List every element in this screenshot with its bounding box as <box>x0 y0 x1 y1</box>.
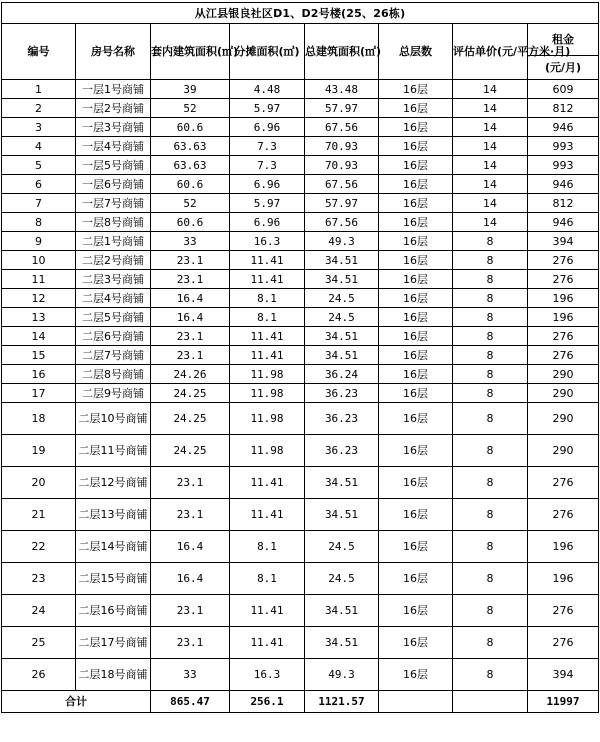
cell-room: 二层7号商铺 <box>76 346 151 365</box>
cell-inner: 24.26 <box>151 365 230 384</box>
header-inner-area: 套内建筑面积(㎡) <box>151 24 230 80</box>
cell-no: 2 <box>2 99 76 118</box>
cell-rent: 196 <box>528 289 599 308</box>
cell-floors: 16层 <box>379 80 453 99</box>
cell-no: 12 <box>2 289 76 308</box>
cell-total: 34.51 <box>305 270 379 289</box>
cell-inner: 24.25 <box>151 403 230 435</box>
cell-inner: 23.1 <box>151 467 230 499</box>
cell-floors: 16层 <box>379 194 453 213</box>
cell-shared: 6.96 <box>230 118 305 137</box>
cell-floors: 16层 <box>379 346 453 365</box>
cell-inner: 23.1 <box>151 270 230 289</box>
cell-rent: 946 <box>528 213 599 232</box>
cell-no: 26 <box>2 659 76 691</box>
cell-floors: 16层 <box>379 499 453 531</box>
totals-price-empty <box>453 691 528 713</box>
table-row <box>2 251 599 270</box>
cell-inner: 16.4 <box>151 289 230 308</box>
cell-rent: 394 <box>528 659 599 691</box>
cell-shared: 8.1 <box>230 531 305 563</box>
cell-rent: 993 <box>528 156 599 175</box>
cell-shared: 11.41 <box>230 467 305 499</box>
table-row <box>2 595 599 627</box>
cell-rent: 276 <box>528 346 599 365</box>
totals-total-area: 1121.57 <box>305 691 379 713</box>
table-row <box>2 467 599 499</box>
totals-row <box>2 691 599 713</box>
cell-no: 8 <box>2 213 76 232</box>
cell-no: 5 <box>2 156 76 175</box>
cell-floors: 16层 <box>379 403 453 435</box>
cell-price: 8 <box>453 659 528 691</box>
cell-shared: 11.98 <box>230 435 305 467</box>
cell-price: 14 <box>453 118 528 137</box>
cell-room: 二层2号商铺 <box>76 251 151 270</box>
cell-total: 49.3 <box>305 659 379 691</box>
cell-price: 8 <box>453 563 528 595</box>
table-row <box>2 435 599 467</box>
table-row <box>2 627 599 659</box>
cell-floors: 16层 <box>379 365 453 384</box>
cell-room: 一层7号商铺 <box>76 194 151 213</box>
table-title: 从江县银良社区D1、D2号楼(25、26栋) <box>2 3 599 24</box>
cell-price: 14 <box>453 194 528 213</box>
cell-total: 34.51 <box>305 251 379 270</box>
cell-total: 34.51 <box>305 499 379 531</box>
cell-shared: 7.3 <box>230 156 305 175</box>
cell-inner: 16.4 <box>151 308 230 327</box>
cell-room: 一层5号商铺 <box>76 156 151 175</box>
cell-room: 一层8号商铺 <box>76 213 151 232</box>
totals-label: 合计 <box>2 691 151 713</box>
cell-total: 34.51 <box>305 627 379 659</box>
cell-total: 70.93 <box>305 156 379 175</box>
cell-rent: 946 <box>528 118 599 137</box>
header-rent-unit: (元/月) <box>528 56 599 80</box>
cell-price: 8 <box>453 595 528 627</box>
cell-no: 16 <box>2 365 76 384</box>
cell-shared: 8.1 <box>230 308 305 327</box>
cell-shared: 8.1 <box>230 563 305 595</box>
cell-total: 24.5 <box>305 308 379 327</box>
cell-total: 67.56 <box>305 175 379 194</box>
cell-shared: 11.41 <box>230 270 305 289</box>
cell-total: 34.51 <box>305 346 379 365</box>
cell-floors: 16层 <box>379 137 453 156</box>
cell-price: 8 <box>453 270 528 289</box>
cell-inner: 23.1 <box>151 627 230 659</box>
cell-total: 24.5 <box>305 289 379 308</box>
cell-no: 11 <box>2 270 76 289</box>
cell-room: 二层15号商铺 <box>76 563 151 595</box>
rent-table <box>1 2 599 713</box>
cell-no: 14 <box>2 327 76 346</box>
cell-rent: 276 <box>528 327 599 346</box>
cell-price: 8 <box>453 384 528 403</box>
cell-room: 二层16号商铺 <box>76 595 151 627</box>
header-no: 编号 <box>2 24 76 80</box>
header-row <box>2 24 599 56</box>
cell-price: 8 <box>453 627 528 659</box>
cell-room: 一层3号商铺 <box>76 118 151 137</box>
cell-shared: 5.97 <box>230 194 305 213</box>
table-row <box>2 403 599 435</box>
cell-price: 8 <box>453 327 528 346</box>
header-room: 房号名称 <box>76 24 151 80</box>
cell-room: 二层3号商铺 <box>76 270 151 289</box>
cell-inner: 60.6 <box>151 213 230 232</box>
cell-inner: 23.1 <box>151 327 230 346</box>
cell-total: 36.23 <box>305 384 379 403</box>
cell-floors: 16层 <box>379 659 453 691</box>
cell-no: 9 <box>2 232 76 251</box>
cell-shared: 11.98 <box>230 365 305 384</box>
cell-no: 4 <box>2 137 76 156</box>
cell-shared: 11.41 <box>230 327 305 346</box>
totals-shared-area: 256.1 <box>230 691 305 713</box>
totals-rent: 11997 <box>528 691 599 713</box>
cell-shared: 11.41 <box>230 346 305 365</box>
table-row <box>2 194 599 213</box>
table-row <box>2 384 599 403</box>
cell-floors: 16层 <box>379 232 453 251</box>
cell-shared: 11.41 <box>230 595 305 627</box>
cell-no: 17 <box>2 384 76 403</box>
cell-inner: 60.6 <box>151 118 230 137</box>
cell-shared: 11.98 <box>230 403 305 435</box>
cell-room: 二层8号商铺 <box>76 365 151 384</box>
cell-inner: 39 <box>151 80 230 99</box>
cell-shared: 11.98 <box>230 384 305 403</box>
cell-total: 57.97 <box>305 194 379 213</box>
cell-total: 36.23 <box>305 403 379 435</box>
cell-no: 25 <box>2 627 76 659</box>
cell-floors: 16层 <box>379 118 453 137</box>
cell-rent: 290 <box>528 384 599 403</box>
cell-inner: 16.4 <box>151 563 230 595</box>
cell-room: 二层14号商铺 <box>76 531 151 563</box>
cell-shared: 5.97 <box>230 99 305 118</box>
cell-rent: 276 <box>528 251 599 270</box>
cell-price: 8 <box>453 308 528 327</box>
cell-no: 6 <box>2 175 76 194</box>
cell-no: 20 <box>2 467 76 499</box>
cell-total: 57.97 <box>305 99 379 118</box>
cell-rent: 290 <box>528 365 599 384</box>
cell-shared: 6.96 <box>230 213 305 232</box>
cell-shared: 16.3 <box>230 659 305 691</box>
cell-floors: 16层 <box>379 156 453 175</box>
cell-inner: 24.25 <box>151 384 230 403</box>
cell-rent: 196 <box>528 531 599 563</box>
table-row <box>2 327 599 346</box>
cell-room: 一层1号商铺 <box>76 80 151 99</box>
table-row <box>2 289 599 308</box>
cell-room: 二层5号商铺 <box>76 308 151 327</box>
cell-price: 14 <box>453 213 528 232</box>
cell-price: 14 <box>453 156 528 175</box>
cell-room: 二层13号商铺 <box>76 499 151 531</box>
table-row <box>2 213 599 232</box>
cell-total: 24.5 <box>305 563 379 595</box>
table-row <box>2 531 599 563</box>
header-total-area: 总建筑面积(㎡) <box>305 24 379 80</box>
cell-total: 36.23 <box>305 435 379 467</box>
cell-rent: 993 <box>528 137 599 156</box>
cell-shared: 11.41 <box>230 499 305 531</box>
cell-floors: 16层 <box>379 627 453 659</box>
cell-floors: 16层 <box>379 270 453 289</box>
cell-rent: 196 <box>528 563 599 595</box>
cell-floors: 16层 <box>379 308 453 327</box>
cell-room: 二层6号商铺 <box>76 327 151 346</box>
cell-room: 二层18号商铺 <box>76 659 151 691</box>
cell-inner: 52 <box>151 194 230 213</box>
cell-inner: 23.1 <box>151 251 230 270</box>
table-row <box>2 118 599 137</box>
cell-total: 34.51 <box>305 595 379 627</box>
cell-floors: 16层 <box>379 563 453 595</box>
cell-price: 14 <box>453 99 528 118</box>
cell-rent: 276 <box>528 627 599 659</box>
table-row <box>2 346 599 365</box>
cell-price: 8 <box>453 435 528 467</box>
cell-inner: 52 <box>151 99 230 118</box>
header-rent: 租金 <box>528 24 599 56</box>
cell-inner: 23.1 <box>151 595 230 627</box>
cell-room: 一层6号商铺 <box>76 175 151 194</box>
cell-room: 二层17号商铺 <box>76 627 151 659</box>
cell-price: 14 <box>453 137 528 156</box>
totals-floors-empty <box>379 691 453 713</box>
cell-no: 1 <box>2 80 76 99</box>
cell-floors: 16层 <box>379 99 453 118</box>
cell-total: 43.48 <box>305 80 379 99</box>
cell-floors: 16层 <box>379 531 453 563</box>
cell-inner: 33 <box>151 659 230 691</box>
cell-room: 一层4号商铺 <box>76 137 151 156</box>
cell-shared: 11.41 <box>230 251 305 270</box>
table-row <box>2 659 599 691</box>
table-row <box>2 156 599 175</box>
cell-total: 70.93 <box>305 137 379 156</box>
cell-rent: 276 <box>528 595 599 627</box>
cell-shared: 6.96 <box>230 175 305 194</box>
cell-inner: 23.1 <box>151 346 230 365</box>
header-shared-area: 分摊面积(㎡) <box>230 24 305 80</box>
cell-floors: 16层 <box>379 435 453 467</box>
cell-shared: 4.48 <box>230 80 305 99</box>
cell-price: 8 <box>453 232 528 251</box>
cell-floors: 16层 <box>379 289 453 308</box>
cell-total: 24.5 <box>305 531 379 563</box>
cell-floors: 16层 <box>379 213 453 232</box>
cell-floors: 16层 <box>379 467 453 499</box>
table-row <box>2 80 599 99</box>
cell-no: 21 <box>2 499 76 531</box>
cell-price: 8 <box>453 403 528 435</box>
table-row <box>2 137 599 156</box>
cell-rent: 276 <box>528 270 599 289</box>
cell-rent: 609 <box>528 80 599 99</box>
table-row <box>2 365 599 384</box>
cell-no: 7 <box>2 194 76 213</box>
cell-shared: 11.41 <box>230 627 305 659</box>
cell-room: 二层4号商铺 <box>76 289 151 308</box>
cell-inner: 63.63 <box>151 137 230 156</box>
cell-price: 14 <box>453 175 528 194</box>
cell-no: 24 <box>2 595 76 627</box>
cell-inner: 24.25 <box>151 435 230 467</box>
cell-price: 8 <box>453 499 528 531</box>
cell-rent: 290 <box>528 403 599 435</box>
cell-rent: 394 <box>528 232 599 251</box>
cell-no: 19 <box>2 435 76 467</box>
cell-inner: 60.6 <box>151 175 230 194</box>
cell-rent: 196 <box>528 308 599 327</box>
cell-floors: 16层 <box>379 251 453 270</box>
cell-rent: 812 <box>528 99 599 118</box>
cell-total: 67.56 <box>305 213 379 232</box>
cell-rent: 290 <box>528 435 599 467</box>
header-unit-price: 评估单价(元/平方米·月) <box>453 24 528 80</box>
cell-rent: 276 <box>528 467 599 499</box>
table-row <box>2 270 599 289</box>
cell-total: 36.24 <box>305 365 379 384</box>
cell-total: 49.3 <box>305 232 379 251</box>
cell-inner: 16.4 <box>151 531 230 563</box>
cell-price: 8 <box>453 289 528 308</box>
cell-floors: 16层 <box>379 595 453 627</box>
cell-total: 34.51 <box>305 467 379 499</box>
cell-room: 二层9号商铺 <box>76 384 151 403</box>
cell-total: 67.56 <box>305 118 379 137</box>
cell-price: 8 <box>453 365 528 384</box>
table-row <box>2 308 599 327</box>
cell-inner: 23.1 <box>151 499 230 531</box>
cell-floors: 16层 <box>379 327 453 346</box>
table-row <box>2 99 599 118</box>
table-row <box>2 175 599 194</box>
cell-no: 13 <box>2 308 76 327</box>
cell-price: 8 <box>453 531 528 563</box>
cell-room: 二层1号商铺 <box>76 232 151 251</box>
cell-floors: 16层 <box>379 175 453 194</box>
totals-inner-area: 865.47 <box>151 691 230 713</box>
cell-shared: 16.3 <box>230 232 305 251</box>
cell-rent: 812 <box>528 194 599 213</box>
cell-no: 23 <box>2 563 76 595</box>
cell-floors: 16层 <box>379 384 453 403</box>
cell-shared: 8.1 <box>230 289 305 308</box>
cell-price: 14 <box>453 80 528 99</box>
cell-rent: 946 <box>528 175 599 194</box>
cell-price: 8 <box>453 346 528 365</box>
cell-inner: 33 <box>151 232 230 251</box>
cell-room: 二层12号商铺 <box>76 467 151 499</box>
cell-no: 18 <box>2 403 76 435</box>
table-row <box>2 563 599 595</box>
cell-no: 3 <box>2 118 76 137</box>
cell-room: 一层2号商铺 <box>76 99 151 118</box>
cell-room: 二层11号商铺 <box>76 435 151 467</box>
cell-no: 15 <box>2 346 76 365</box>
header-floors: 总层数 <box>379 24 453 80</box>
cell-no: 22 <box>2 531 76 563</box>
cell-rent: 276 <box>528 499 599 531</box>
cell-price: 8 <box>453 251 528 270</box>
table-row <box>2 499 599 531</box>
table-row <box>2 232 599 251</box>
cell-room: 二层10号商铺 <box>76 403 151 435</box>
cell-shared: 7.3 <box>230 137 305 156</box>
cell-price: 8 <box>453 467 528 499</box>
cell-total: 34.51 <box>305 327 379 346</box>
cell-inner: 63.63 <box>151 156 230 175</box>
cell-no: 10 <box>2 251 76 270</box>
